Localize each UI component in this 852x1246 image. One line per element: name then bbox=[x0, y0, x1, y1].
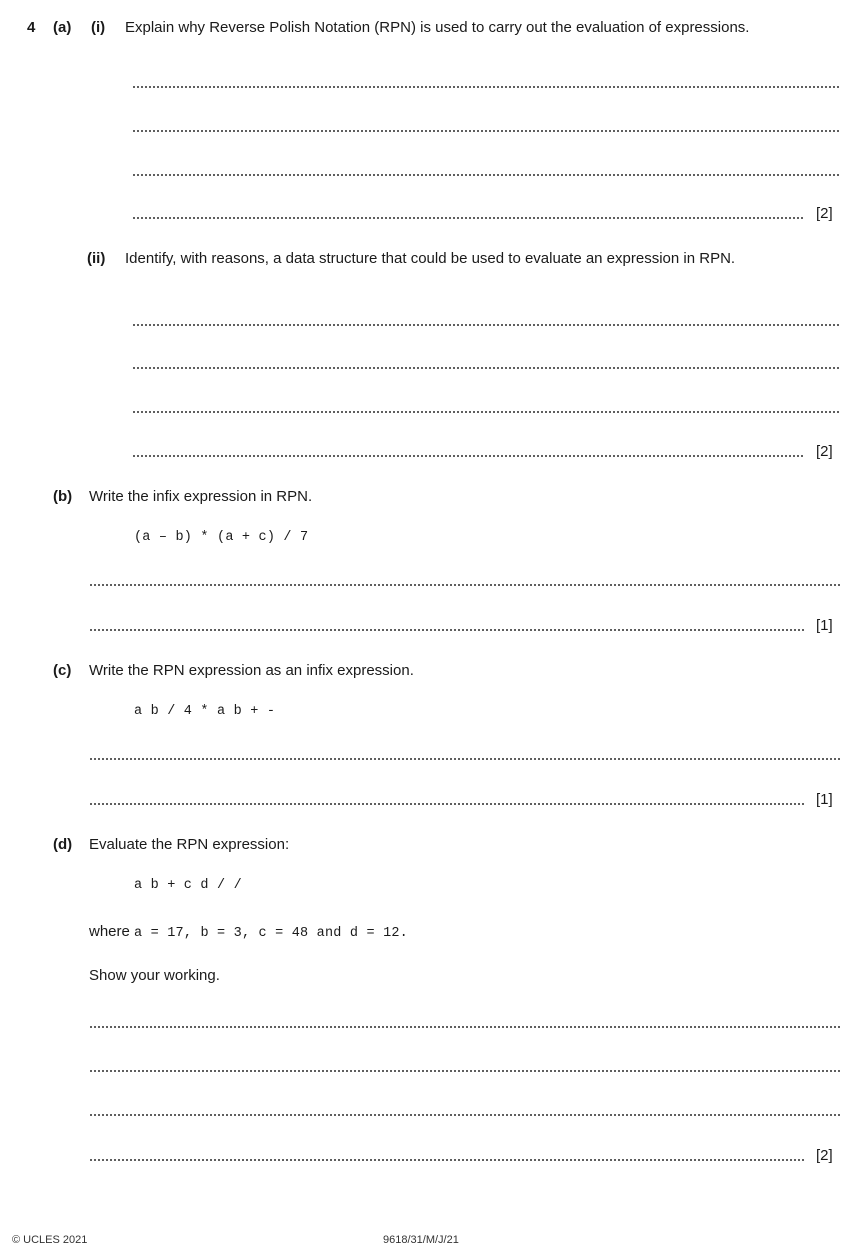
part-a-ii-label: (ii) bbox=[87, 250, 106, 267]
part-a-i-prompt: Explain why Reverse Polish Notation (RPN) is used to carry out the evaluation of expressions. bbox=[125, 19, 750, 36]
answer-line bbox=[132, 86, 840, 88]
answer-line bbox=[89, 803, 805, 805]
part-a-label: (a) bbox=[53, 19, 72, 36]
part-d-marks: [2] bbox=[816, 1147, 833, 1164]
part-d-working-instruction: Show your working. bbox=[89, 967, 220, 984]
answer-line bbox=[132, 411, 840, 413]
footer-paper-code: 9618/31/M/J/21 bbox=[383, 1234, 459, 1246]
answer-line bbox=[132, 324, 840, 326]
part-c-expression: a b / 4 * a b + - bbox=[134, 704, 276, 719]
part-d-label: (d) bbox=[53, 836, 73, 853]
part-b-expression: (a – b) * (a + c) / 7 bbox=[134, 530, 309, 545]
answer-line bbox=[89, 1114, 840, 1116]
answer-line bbox=[132, 130, 840, 132]
answer-line bbox=[89, 1026, 840, 1028]
part-c-prompt: Write the RPN expression as an infix expression. bbox=[89, 662, 414, 679]
answer-line bbox=[89, 584, 840, 586]
answer-line bbox=[89, 1070, 840, 1072]
variable-values: a = 17, b = 3, c = 48 and d = 12. bbox=[134, 926, 408, 941]
question-number: 4 bbox=[27, 19, 36, 36]
answer-line bbox=[89, 758, 840, 760]
answer-line bbox=[132, 217, 805, 219]
part-b-prompt: Write the infix expression in RPN. bbox=[89, 488, 313, 505]
answer-line bbox=[89, 1159, 805, 1161]
answer-line bbox=[89, 629, 805, 631]
where-word: where bbox=[89, 923, 130, 940]
footer-copyright: © UCLES 2021 bbox=[12, 1234, 88, 1246]
part-c-label: (c) bbox=[53, 662, 72, 679]
answer-line bbox=[132, 367, 840, 369]
part-a-ii-prompt: Identify, with reasons, a data structure that could be used to evaluate an expression in RPN. bbox=[125, 250, 736, 267]
part-a-i-label: (i) bbox=[91, 19, 106, 36]
part-b-label: (b) bbox=[53, 488, 73, 505]
part-a-ii-marks: [2] bbox=[816, 443, 833, 460]
part-a-i-marks: [2] bbox=[816, 205, 833, 222]
part-d-prompt: Evaluate the RPN expression: bbox=[89, 836, 290, 853]
part-d-where-line bbox=[89, 922, 408, 943]
part-d-expression: a b + c d / / bbox=[134, 878, 242, 893]
answer-line bbox=[132, 455, 805, 457]
part-b-marks: [1] bbox=[816, 617, 833, 634]
part-c-marks: [1] bbox=[816, 791, 833, 808]
answer-line bbox=[132, 174, 840, 176]
